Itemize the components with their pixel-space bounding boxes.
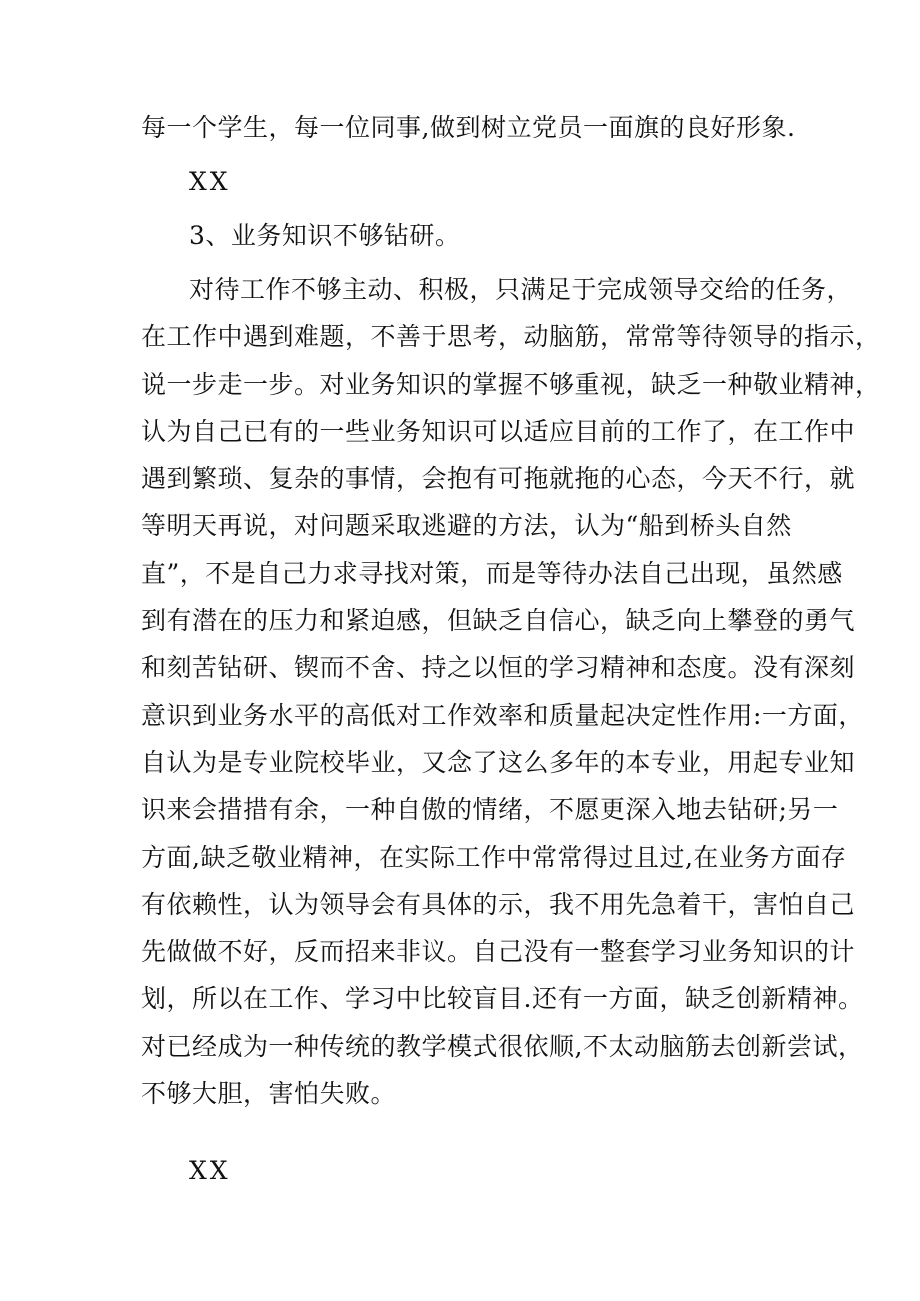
paragraph-line: 不够大胆，害怕失败。 (141, 1079, 397, 1109)
paragraph-line: 对待工作不够主动、积极，只满足于完成领导交给的任务， (189, 275, 853, 304)
paragraph-line: 在工作中遇到难题，不善于思考，动脑筋，常常等待领导的指示， (141, 322, 881, 352)
paragraph-line: 自认为是专业院校毕业，又念了这么多年的本专业，用起专业知 (141, 747, 856, 777)
body-paragraph (141, 266, 881, 1117)
paragraph-line: 说一步走一步。对业务知识的掌握不够重视，缺乏一种敬业精神， (141, 369, 881, 399)
paragraph-line: 直”，不是自己力求寻找对策，而是等待办法自己出现，虽然感 (141, 558, 843, 588)
paragraph-line: 到有潜在的压力和紧迫感，但缺乏自信心，缺乏向上攀登的勇气 (141, 606, 856, 636)
paragraph-line: 先做做不好，反而招来非议。自己没有一整套学习业务知识的计 (141, 937, 856, 967)
paragraph-line: 方面,缺乏敬业精神，在实际工作中常常得过且过,在业务方面存 (141, 842, 847, 872)
paragraph-line: 对已经成为一种传统的教学模式很依顺,不太动脑筋去创新尝试， (141, 1031, 864, 1061)
section-heading: 3、业务知识不够钻研。 (189, 221, 461, 250)
paragraph-line: 识来会措措有余，一种自傲的情绪，不愿更深入地去钻研;另一 (141, 795, 839, 825)
paragraph-line: 意识到业务水平的高低对工作效率和质量起决定性作用:一方面， (141, 700, 864, 730)
paragraph-line: 有依赖性，认为领导会有具体的示，我不用先急着干，害怕自己 (141, 889, 856, 919)
section-marker-top: XX (189, 167, 231, 196)
paragraph-line: 等明天再说，对问题采取逃避的方法，认为“船到桥头自然 (141, 511, 792, 541)
section-marker-bottom: XX (189, 1156, 231, 1186)
paragraph-line: 划，所以在工作、学习中比较盲目.还有一方面，缺乏创新精神。 (141, 984, 864, 1014)
paragraph-line: 和刻苦钻研、锲而不舍、持之以恒的学习精神和态度。没有深刻 (141, 653, 856, 683)
paragraph-line: 认为自己已有的一些业务知识可以适应目前的工作了，在工作中 (141, 416, 856, 446)
paragraph-line: 遇到繁琐、复杂的事情，会抱有可拖就拖的心态，今天不行，就 (141, 464, 856, 494)
document-body (141, 104, 881, 1201)
continuation-line: 每一个学生，每一位同事,做到树立党员一面旗的良好形象. (141, 113, 796, 142)
